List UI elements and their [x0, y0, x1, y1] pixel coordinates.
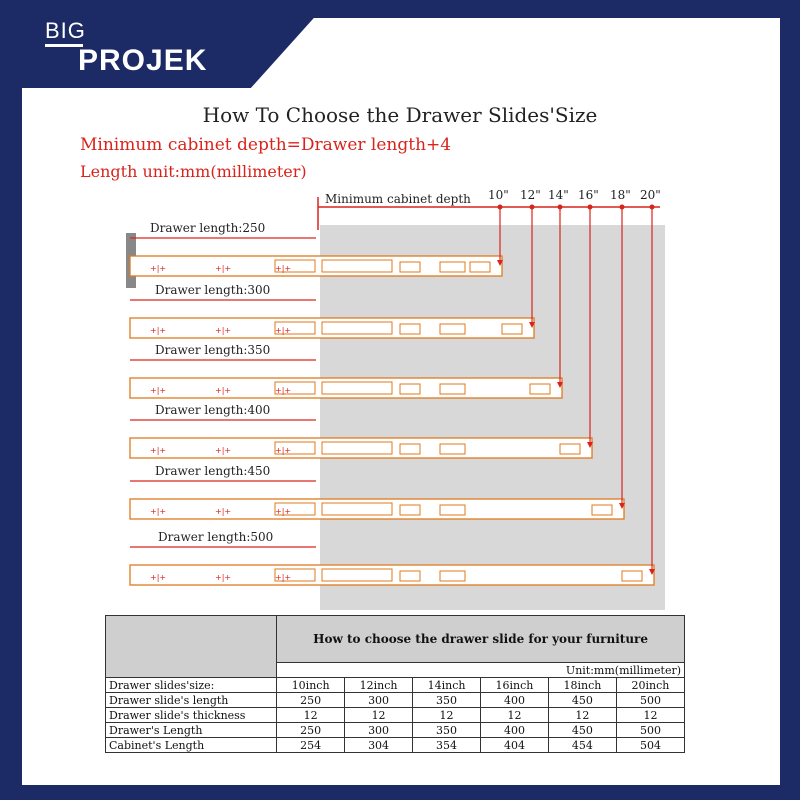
table-cell: 16inch — [481, 678, 549, 693]
slide-hole: +|+ — [150, 326, 167, 335]
size-label: 12" — [520, 188, 541, 202]
slide-hole: +|+ — [150, 446, 167, 455]
slide-hole: +|+ — [215, 573, 232, 582]
slide-hole: +|+ — [275, 326, 292, 335]
row-label: Drawer slides'size: — [106, 678, 277, 693]
row-label: Drawer's Length — [106, 723, 277, 738]
table-row — [106, 693, 685, 708]
slide-rail — [130, 256, 502, 276]
size-label: 16" — [578, 188, 599, 202]
table-row — [106, 723, 685, 738]
slide-size-table — [105, 615, 685, 753]
table-row — [106, 738, 685, 753]
slide-hole: +|+ — [150, 507, 167, 516]
table-heading: How to choose the drawer slide for your furniture — [277, 616, 685, 663]
table-cell: 14inch — [413, 678, 481, 693]
table-cell: 12 — [277, 708, 345, 723]
slide-hole: +|+ — [215, 326, 232, 335]
table-cell: 250 — [277, 723, 345, 738]
min-depth-label: Minimum cabinet depth — [325, 192, 471, 206]
brand-big: BIG — [45, 18, 86, 43]
drawer-length-label: Drawer length:350 — [155, 343, 271, 357]
slide-hole: +|+ — [150, 264, 167, 273]
table-cell: 450 — [548, 723, 616, 738]
row-label: Drawer slide's length — [106, 693, 277, 708]
table-cell: 500 — [616, 693, 684, 708]
table-cell: 404 — [481, 738, 549, 753]
table-cell: 12 — [481, 708, 549, 723]
formula-text: Minimum cabinet depth=Drawer length+4 — [80, 135, 452, 155]
slide-hole: +|+ — [150, 573, 167, 582]
table-cell: 300 — [345, 723, 413, 738]
table-corner — [106, 616, 277, 678]
drawer-length-label: Drawer length:450 — [155, 464, 271, 478]
slide-rail — [130, 378, 562, 398]
size-label: 10" — [488, 188, 509, 202]
table-cell: 300 — [345, 693, 413, 708]
slide-hole: +|+ — [150, 386, 167, 395]
table-cell: 12inch — [345, 678, 413, 693]
table-cell: 450 — [548, 693, 616, 708]
table-cell: 12 — [413, 708, 481, 723]
brand-projek: PROJEK — [78, 44, 208, 77]
table-row — [106, 678, 685, 693]
table-cell: 354 — [413, 738, 481, 753]
cabinet-depth-area — [320, 225, 665, 610]
table-cell: 12 — [616, 708, 684, 723]
table-cell: 350 — [413, 693, 481, 708]
drawer-length-label: Drawer length:500 — [158, 530, 274, 544]
slide-rail — [130, 499, 624, 519]
slide-hole: +|+ — [275, 446, 292, 455]
table-cell: 454 — [548, 738, 616, 753]
table-cell: 18inch — [548, 678, 616, 693]
unit-note: Length unit:mm(millimeter) — [80, 162, 307, 181]
table-cell: 400 — [481, 723, 549, 738]
size-label: 18" — [610, 188, 631, 202]
table-cell: 20inch — [616, 678, 684, 693]
table-cell: 10inch — [277, 678, 345, 693]
drawer-length-label: Drawer length:400 — [155, 403, 271, 417]
slide-hole: +|+ — [215, 264, 232, 273]
table-unit: Unit:mm(millimeter) — [277, 663, 685, 678]
slide-hole: +|+ — [215, 507, 232, 516]
table-cell: 304 — [345, 738, 413, 753]
table-cell: 12 — [345, 708, 413, 723]
slide-hole: +|+ — [275, 573, 292, 582]
slide-hole: +|+ — [275, 264, 292, 273]
row-label: Cabinet's Length — [106, 738, 277, 753]
row-label: Drawer slide's thickness — [106, 708, 277, 723]
table-cell: 12 — [548, 708, 616, 723]
slide-hole: +|+ — [215, 446, 232, 455]
size-label: 20" — [640, 188, 661, 202]
size-label: 14" — [548, 188, 569, 202]
drawer-slide-diagram — [110, 185, 670, 610]
slide-rail — [130, 438, 592, 458]
slide-hole: +|+ — [275, 507, 292, 516]
table-cell: 400 — [481, 693, 549, 708]
table-cell: 250 — [277, 693, 345, 708]
slide-rail — [130, 318, 534, 338]
table-cell: 350 — [413, 723, 481, 738]
drawer-length-label: Drawer length:250 — [150, 221, 266, 235]
table-cell: 500 — [616, 723, 684, 738]
slide-hole: +|+ — [215, 386, 232, 395]
table-row — [106, 708, 685, 723]
drawer-length-label: Drawer length:300 — [155, 283, 271, 297]
table-cell: 504 — [616, 738, 684, 753]
page-title: How To Choose the Drawer Slides'Size — [202, 103, 598, 127]
table-cell: 254 — [277, 738, 345, 753]
slide-hole: +|+ — [275, 386, 292, 395]
